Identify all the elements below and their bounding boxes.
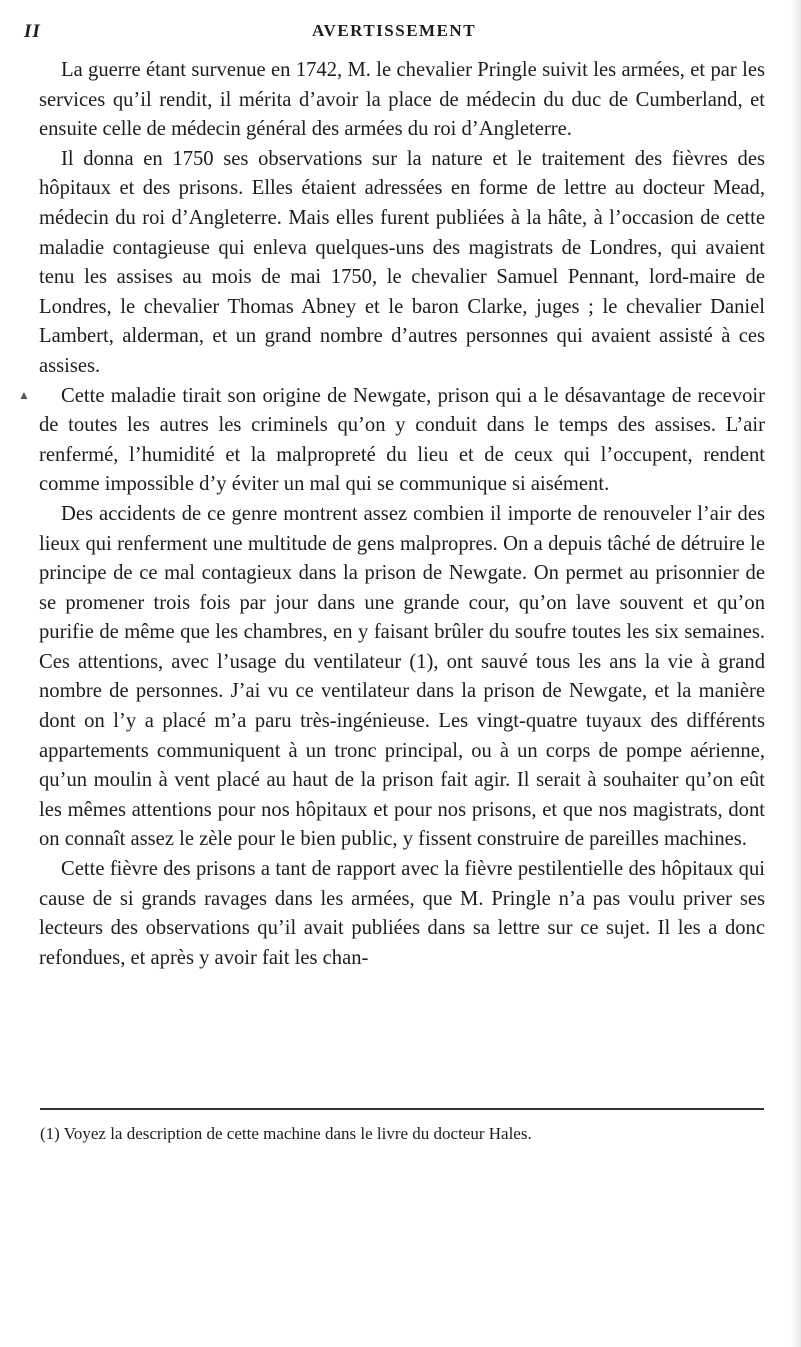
footnote-rule: [40, 1108, 764, 1110]
paragraph: Des accidents de ce genre montrent assez combien il importe de renouveler l’air des lieux qui renferment une multitude de gens malpropres. On a depuis tâché de détruire le principe de ce mal contagieux dans la prison de Newgate. On permet au prisonnier de se promener trois fois par jour dans une grande cour, qu’on lave souvent et qu’on purifie de même que les chambres, en y faisant brûler du soufre toutes les six semaines. Ces attentions, avec l’usage du ventilateur (1), ont sauvé tous les ans la vie à grand nombre de personnes. J’ai vu ce ventilateur dans la prison de Newgate, et la manière dont on l’y a placé m’a paru très-ingénieuse. Les vingt-quatre tuyaux des différents appartements communiquent à un tronc principal, ou à un corps de pompe aérienne, qu’un moulin à vent placé au haut de la prison fait agir. Il serait à souhaiter qu’on eût les mêmes attentions pour nos hôpitaux et pour nos prisons, et que nos magistrats, dont on connaît assez le zèle pour le bien public, y fissent construire de pareilles machines.: [39, 502, 765, 851]
page-edge-shadow: [791, 0, 801, 1347]
body-text: [39, 56, 765, 973]
footnote: (1) Voyez la description de cette machine dans le livre du docteur Hales.: [40, 1124, 532, 1143]
paragraph: Cette maladie tirait son origine de Newgate, prison qui a le désavantage de recevoir de toutes les autres les criminels qu’on y conduit dans le temps des assises. L’air renfermé, l’humidité et la malpropreté du lieu et de ceux qui l’occupent, rendent comme impossible d’y éviter un mal qui se communique si aisément.: [39, 384, 765, 496]
paragraph: La guerre étant survenue en 1742, M. le chevalier Pringle suivit les armées, et par les services qu’il rendit, il mérita d’avoir la place de médecin du duc de Cumberland, et ensuite celle de médecin général des armées du roi d’Angleterre.: [39, 59, 765, 141]
page-header: [24, 21, 764, 51]
paragraph: Il donna en 1750 ses observations sur la nature et le traitement des fièvres des hôpitaux et des prisons. Elles étaient adressées en forme de lettre au docteur Mead, médecin du roi d’Angleterre. Mais elles furent publiées à la hâte, à l’occasion de cette maladie contagieuse qui enleva quelques-uns des magistrats de Londres, qui avaient tenu les assises au mois de mai 1750, le chevalier Samuel Pennant, lord-maire de Londres, le chevalier Thomas Abney et le baron Clarke, juges ; le chevalier Daniel Lambert, alderman, et un grand nombre d’autres personnes qui avaient assisté à ces assises.: [39, 147, 765, 377]
paragraph: Cette fièvre des prisons a tant de rapport avec la fièvre pestilentielle des hôpitaux qui cause de si grands ravages dans les armées, que M. Pringle n’a pas voulu priver ses lecteurs des observations qu’il avait publiées dans sa lettre sur ce sujet. Il les a donc refondues, et après y avoir fait les chan-: [39, 858, 765, 969]
running-head: AVERTISSEMENT: [311, 21, 477, 40]
page-number: II: [24, 21, 41, 42]
margin-mark: ▲: [18, 388, 30, 402]
